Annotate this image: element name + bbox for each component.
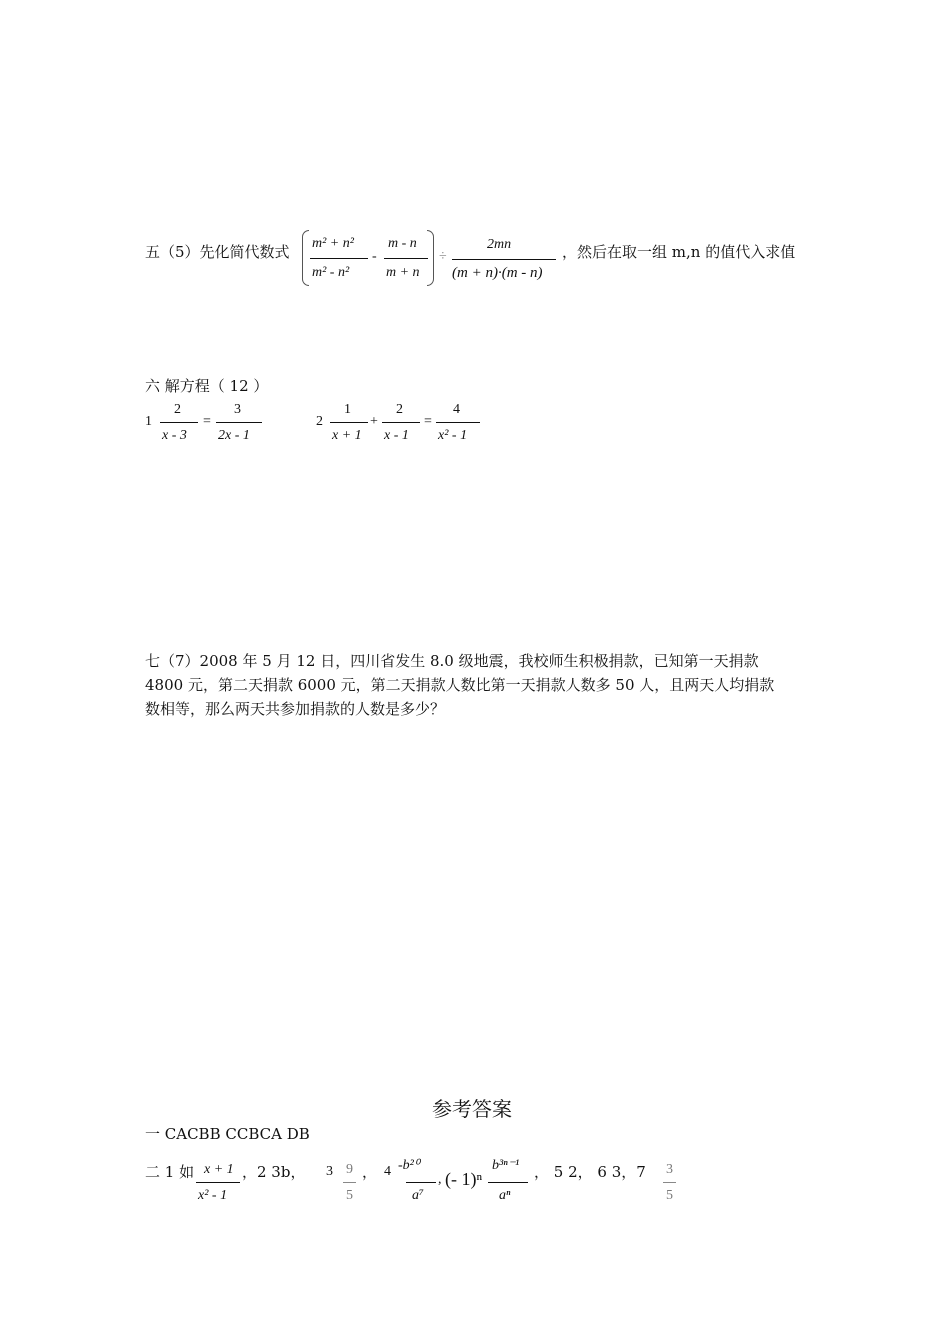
ans-f1-denominator: x² - 1 — [198, 1188, 228, 1203]
fraction1-denominator: m² - n² — [312, 265, 350, 280]
eq2-equals: = — [424, 414, 432, 429]
ans-f2-numerator: 9 — [346, 1162, 353, 1177]
right-paren — [427, 230, 434, 286]
ans-item2: ，2 3b， — [242, 1163, 306, 1181]
ans-f3-numerator: -b²⁰ — [398, 1158, 420, 1173]
ans-f4-bar — [488, 1182, 528, 1183]
problem7-line1: 七（7）2008 年 5 月 12 日，四川省发生 8.0 级地震，我校师生积极捐款，已知第一天捐款 — [145, 652, 759, 670]
eq2-b-denominator: x - 1 — [384, 428, 409, 443]
fraction3-denominator: (m + n)·(m - n) — [452, 265, 543, 281]
problem6-header: 六 解方程（ 12 ） — [145, 377, 269, 395]
eq1-right-numerator: 3 — [234, 402, 241, 417]
ans-f4-numerator: b³ⁿ⁻¹ — [492, 1158, 520, 1173]
ans-f5-bar — [663, 1182, 676, 1183]
ans-sep3: ， — [362, 1163, 378, 1181]
eq2-b-numerator: 2 — [396, 402, 403, 417]
ans-f4-denominator: aⁿ — [499, 1188, 511, 1203]
divide-sign: ÷ — [439, 249, 447, 264]
fraction2-numerator: m - n — [388, 236, 417, 251]
fraction1-numerator: m² + n² — [312, 236, 354, 251]
fraction2-denominator: m + n — [386, 265, 420, 280]
ans-f3-bar — [406, 1182, 436, 1183]
ans-f1-numerator: x + 1 — [204, 1162, 234, 1177]
fraction1-bar — [310, 258, 368, 259]
problem7-line3: 数相等，那么两天共参加捐款的人数是多少？ — [145, 700, 446, 718]
eq1-left-bar — [160, 422, 198, 423]
ans-f2-denominator: 5 — [346, 1188, 353, 1203]
answers-part2-prefix: 二 1 如 — [145, 1163, 195, 1181]
ans-item4-label: 4 — [384, 1164, 391, 1179]
eq2-a-numerator: 1 — [344, 402, 351, 417]
problem7-line2: 4800 元，第二天捐款 6000 元，第二天捐款人数比第一天捐款人数多 50 人，且两天人均捐款 — [145, 676, 775, 694]
answers-part1: 一 CACBB CCBCA DB — [145, 1125, 310, 1143]
ans-items5-7: ， 5 2， 6 3，7 — [534, 1163, 646, 1181]
eq2-a-denominator: x + 1 — [332, 428, 362, 443]
eq2-a-bar — [330, 422, 368, 423]
ans-f2-bar — [343, 1182, 356, 1183]
problem5-prefix: 五（5）先化简代数式 — [145, 243, 290, 261]
equation1-label: 1 — [145, 414, 152, 429]
eq2-c-numerator: 4 — [453, 402, 460, 417]
eq1-equals: = — [203, 414, 211, 429]
ans-f5-numerator: 3 — [666, 1162, 673, 1177]
ans-neg-one-power: (- 1)ⁿ — [445, 1169, 483, 1189]
ans-f3-denominator: a⁷ — [412, 1188, 424, 1203]
fraction3-numerator: 2mn — [487, 237, 512, 252]
equation2-label: 2 — [316, 414, 323, 429]
fraction2-bar — [384, 258, 428, 259]
eq1-right-denominator: 2x - 1 — [218, 428, 250, 443]
eq1-right-bar — [216, 422, 262, 423]
eq2-plus: + — [370, 414, 378, 429]
ans-f5-denominator: 5 — [666, 1188, 673, 1203]
eq1-left-denominator: x - 3 — [162, 428, 187, 443]
left-paren — [302, 230, 309, 286]
eq2-b-bar — [382, 422, 420, 423]
minus-sign: - — [372, 249, 377, 264]
fraction3-bar — [452, 259, 556, 260]
ans-item3-label: 3 — [326, 1164, 333, 1179]
answers-title: 参考答案 — [432, 1097, 512, 1121]
problem5-suffix: ，然后在取一组 m,n 的值代入求值 — [562, 243, 796, 261]
ans-f1-bar — [196, 1182, 240, 1183]
eq1-left-numerator: 2 — [174, 402, 181, 417]
eq2-c-bar — [436, 422, 480, 423]
ans-comma: , — [438, 1172, 442, 1187]
eq2-c-denominator: x² - 1 — [438, 428, 468, 443]
